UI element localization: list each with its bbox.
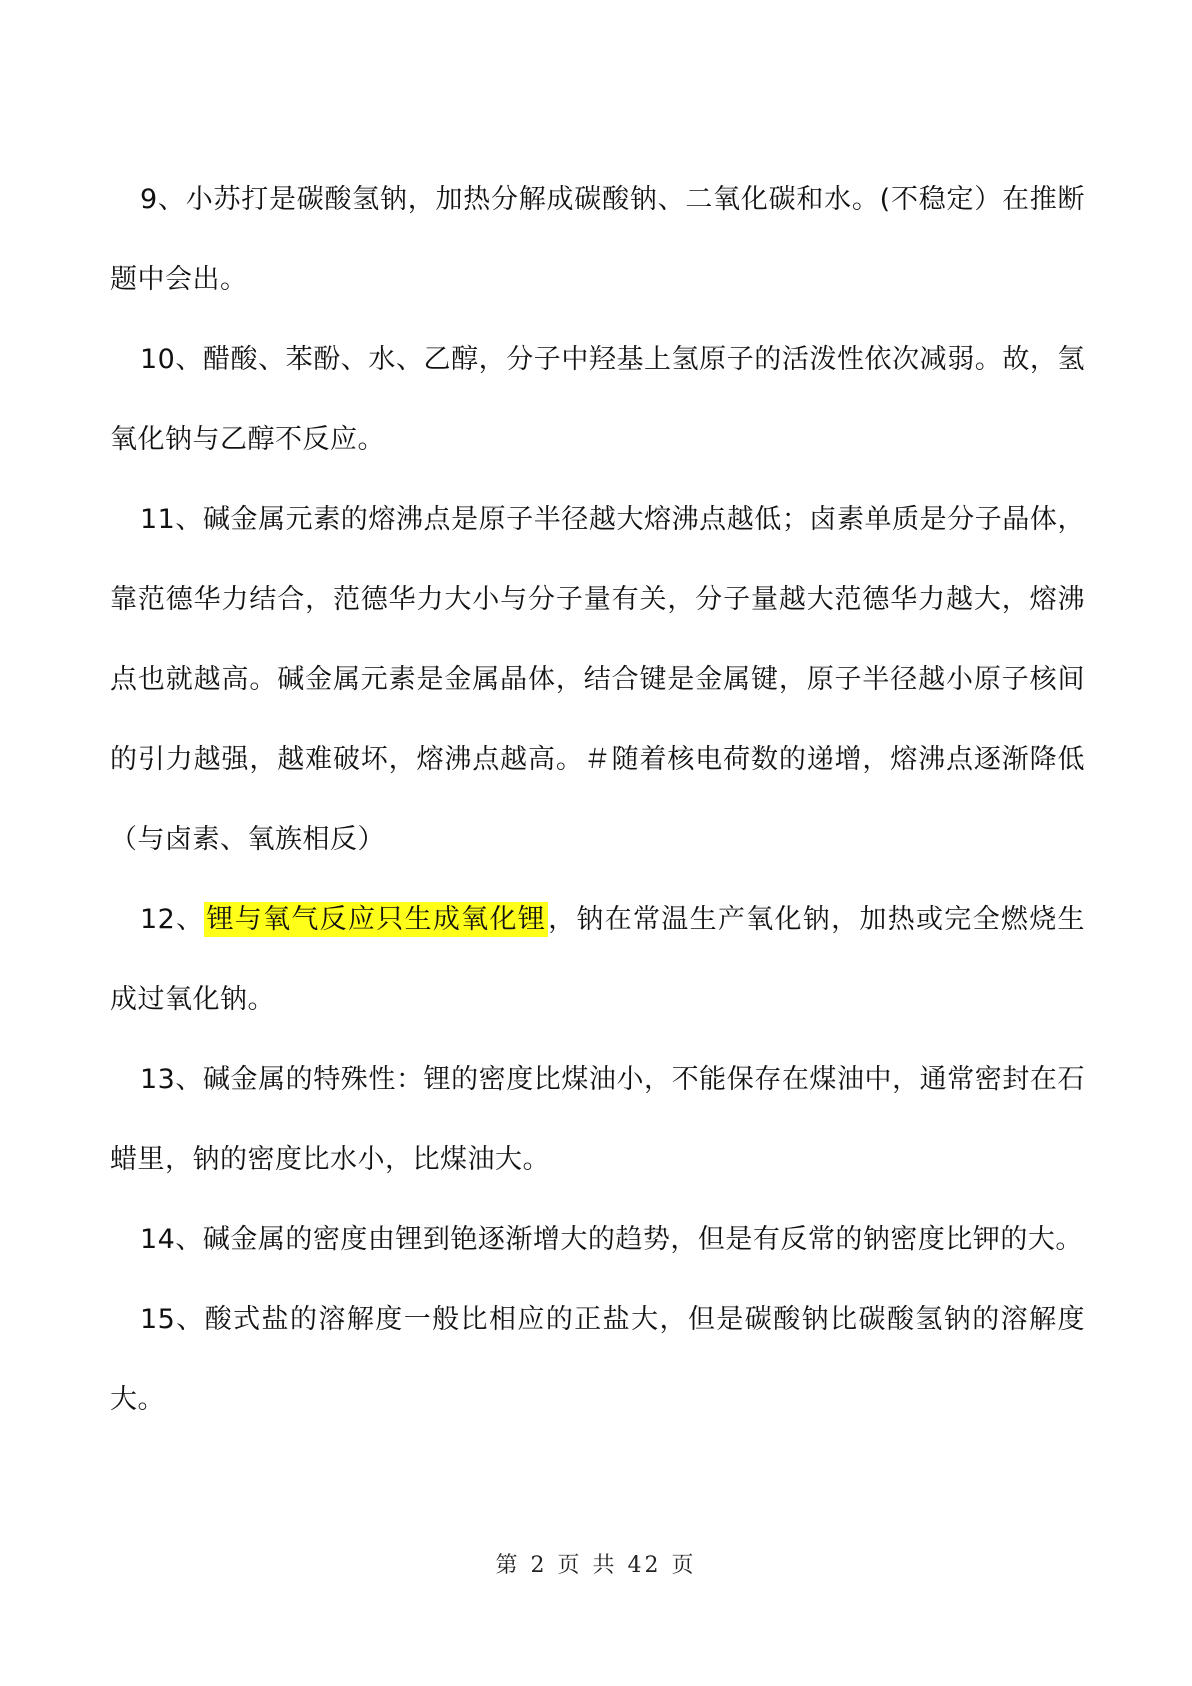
highlighted-text: 锂与氧气反应只生成氧化锂: [206, 904, 547, 935]
note-item-11: 11、碱金属元素的熔沸点是原子半径越大熔沸点越低；卤素单质是分子晶体，靠范德华力结合，范德华力大小与分子量有关，分子量越大范德华力越大，熔沸点也就越高。碱金属元素是金属晶体，结合键是金属键，原子半径越小原子核间的引力越强，越难破坏，熔沸点越高。＃随着核电荷数的递增，熔沸点逐渐降低（与卤素、氧族相反）: [110, 504, 1085, 855]
note-item-15: 15、酸式盐的溶解度一般比相应的正盐大，但是碳酸钠比碳酸氢钠的溶解度大。: [110, 1304, 1085, 1415]
note-item-12: [110, 880, 1085, 1040]
page-number-footer: 第 2 页 共 42 页: [495, 1553, 697, 1578]
note-item-14: 14、碱金属的密度由锂到铯逐渐增大的趋势，但是有反常的钠密度比钾的大。: [140, 1224, 1083, 1255]
note-item-13: 13、碱金属的特殊性：锂的密度比煤油小，不能保存在煤油中，通常密封在石蜡里，钠的密度比水小，比煤油大。: [110, 1064, 1085, 1175]
note-item-10: 10、醋酸、苯酚、水、乙醇，分子中羟基上氢原子的活泼性依次减弱。故，氢氧化钠与乙醇不反应。: [110, 344, 1085, 455]
note-item-12-prefix: 12、: [140, 904, 205, 935]
note-item-12-rest: ，钠在常温生产氧化钠，加热或完全燃烧生成过氧化钠。: [110, 904, 1086, 1015]
document-body: [110, 160, 1085, 1440]
note-item-9: 9、小苏打是碳酸氢钠，加热分解成碳酸钠、二氧化碳和水。(不稳定）在推断题中会出。: [110, 184, 1085, 295]
